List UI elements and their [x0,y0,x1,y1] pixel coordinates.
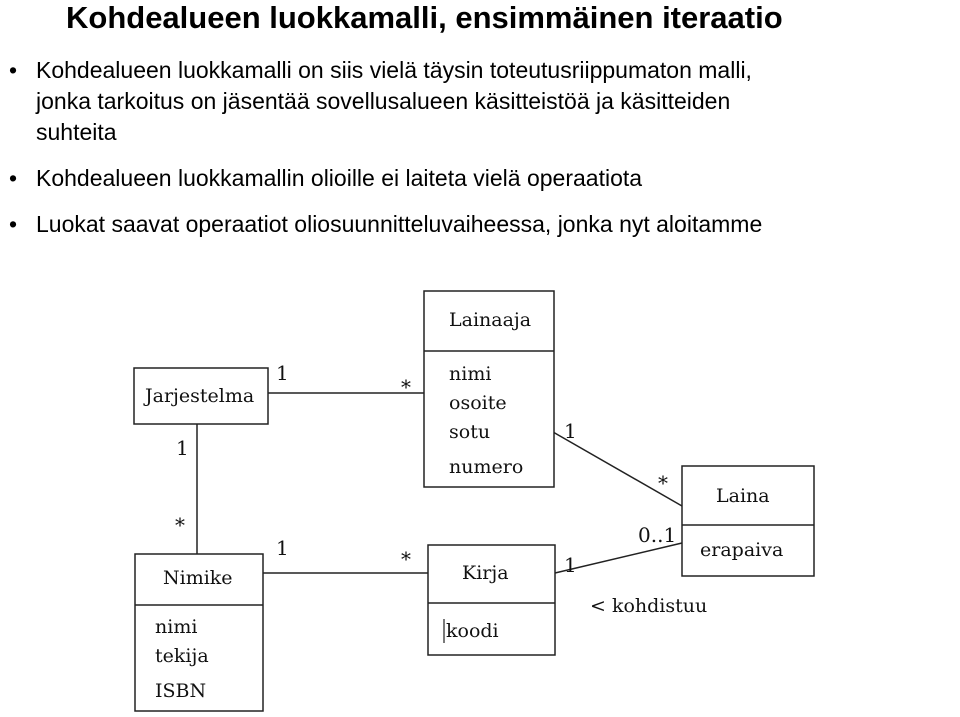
class-name-nimike: Nimike [163,567,233,589]
attribute-laina-erapaiva: erapaiva [700,539,784,561]
class-name-kirja: Kirja [462,562,509,584]
multiplicity-jarjestelma-lainaaja-b: * [401,375,411,399]
multiplicity-nimike-kirja-a: 1 [276,536,289,560]
multiplicity-jarjestelma-nimike-b: * [175,513,185,537]
bullet-text: Luokat saavat operaatiot oliosuunnitteluvaiheessa, jonka nyt aloitamme [36,211,763,237]
bullet-dot-icon: • [9,57,18,83]
class-name-jarjestelma: Jarjestelma [145,385,255,407]
bullet-dot-icon: • [9,211,18,237]
bullet-text: Kohdealueen luokkamallin olioille ei laiteta vielä operaatiota [36,165,643,191]
attribute-lainaaja-sotu: sotu [449,421,491,443]
attribute-nimike-tekija: tekija [155,645,209,667]
attribute-lainaaja-numero: numero [449,456,524,478]
multiplicity-kirja-laina-a: 1 [564,553,577,577]
attribute-nimike-nimi: nimi [155,616,198,638]
multiplicity-kirja-laina-b: 0..1 [638,523,677,547]
class-name-laina: Laina [716,485,770,507]
multiplicity-lainaaja-laina-a: 1 [564,419,577,443]
bullet-text: Kohdealueen luokkamalli on siis vielä täysin toteutusriippumaton malli, [36,57,752,83]
multiplicity-jarjestelma-lainaaja-a: 1 [276,361,289,385]
multiplicity-lainaaja-laina-b: * [658,471,668,495]
multiplicity-jarjestelma-nimike-a: 1 [176,436,189,460]
association-label-kohdistuu: < kohdistuu [590,595,708,617]
bullet-text: jonka tarkoitus on jäsentää sovellusalueen käsitteistöä ja käsitteiden [36,88,731,114]
attribute-kirja-koodi: koodi [446,620,499,642]
attribute-lainaaja-osoite: osoite [449,392,507,414]
bullet-dot-icon: • [9,165,18,191]
bullet-text: suhteita [36,119,117,145]
multiplicity-nimike-kirja-b: * [401,547,411,571]
attribute-nimike-isbn: ISBN [155,680,207,702]
class-name-lainaaja: Lainaaja [449,309,532,331]
attribute-lainaaja-nimi: nimi [449,363,492,385]
slide-title: Kohdealueen luokkamalli, ensimmäinen iteraatio [66,0,783,35]
